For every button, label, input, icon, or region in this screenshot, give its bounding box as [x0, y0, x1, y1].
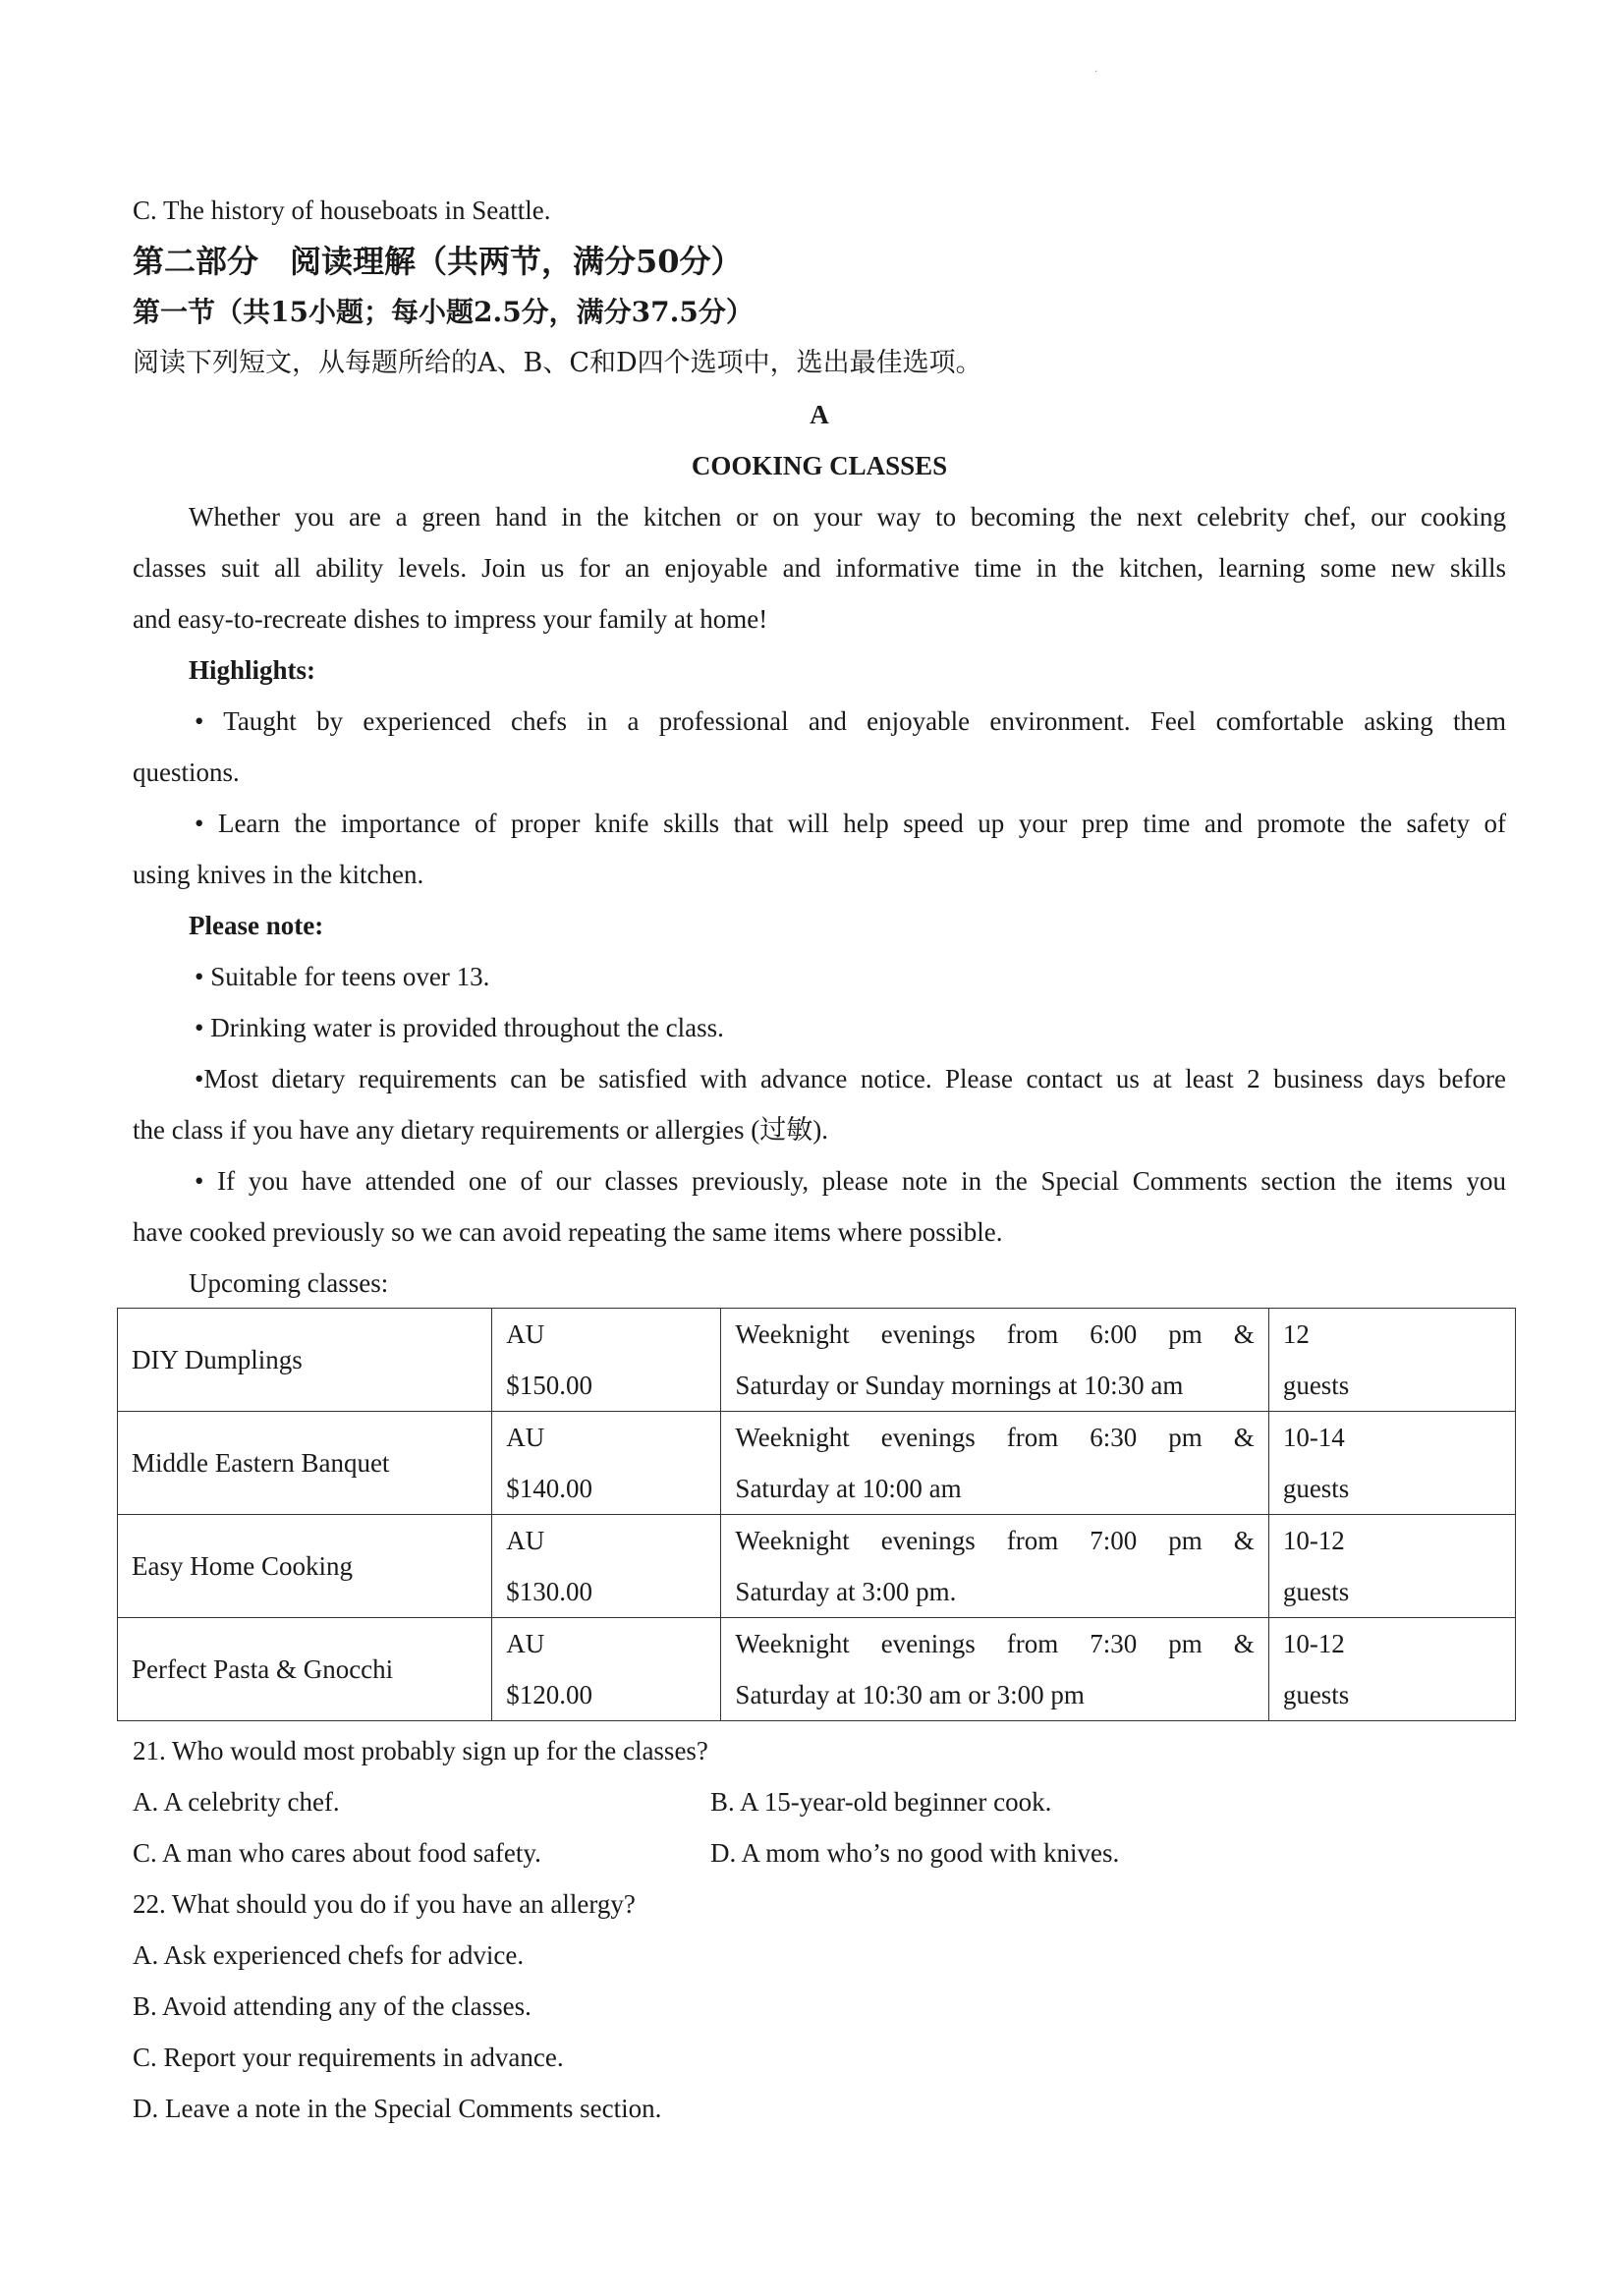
passage-content — [133, 185, 1506, 1309]
table-row — [118, 1618, 1516, 1721]
class-name: Easy Home Cooking — [118, 1515, 492, 1618]
option-b: B. Avoid attending any of the classes. — [133, 1991, 532, 2021]
class-time: Weeknight evenings from 6:00 pm & Saturday or Sunday mornings at 10:30 am — [721, 1309, 1268, 1412]
option-c: C. A man who cares about food safety. — [133, 1838, 541, 1868]
class-guests: 10-12 guests — [1268, 1515, 1515, 1618]
class-guests: 10-12 guests — [1268, 1618, 1515, 1721]
note-item: • If you have attended one of our classes previously, please note in the Special Comments section the items you — [195, 1166, 1506, 1196]
instruction: 阅读下列短文，从每题所给的A、B、C和D四个选项中，选出最佳选项。 — [133, 348, 982, 378]
option-a: A. A celebrity chef. — [133, 1787, 340, 1817]
highlights-heading: Highlights: — [189, 655, 316, 685]
table-row — [118, 1515, 1516, 1618]
option-c: C. Report your requirements in advance. — [133, 2043, 564, 2072]
intro-line: and easy-to-recreate dishes to impress your family at home! — [133, 604, 768, 634]
highlight-item: • Learn the importance of proper knife skills that will help speed up your prep time and promote the safety of — [195, 809, 1506, 838]
questions — [133, 1725, 1506, 2134]
highlight-item: using knives in the kitchen. — [133, 860, 424, 889]
section-title: 第一节（共15小题；每小题2.5分，满分37.5分） — [133, 296, 754, 328]
class-time: Weeknight evenings from 7:00 pm & Saturday at 3:00 pm. — [721, 1515, 1268, 1618]
class-name: Perfect Pasta & Gnocchi — [118, 1618, 492, 1721]
corner-mark: · — [1094, 67, 1098, 78]
part-title: 第二部分 阅读理解（共两节，满分50分） — [133, 243, 743, 280]
class-name: DIY Dumplings — [118, 1309, 492, 1412]
note-item: the class if you have any dietary requirements or allergies (过敏). — [133, 1115, 829, 1145]
upcoming-label: Upcoming classes: — [189, 1268, 389, 1298]
question-22: 22. What should you do if you have an allergy? — [133, 1889, 636, 1919]
note-heading: Please note: — [189, 911, 324, 940]
class-price: AU $120.00 — [492, 1618, 721, 1721]
question-21-options — [133, 1827, 1506, 1878]
question-21-options — [133, 1776, 1506, 1827]
table-row — [118, 1412, 1516, 1515]
previous-option: C. The history of houseboats in Seattle. — [133, 196, 551, 225]
note-item: • Drinking water is provided throughout the class. — [195, 1013, 724, 1042]
intro-line: classes suit all ability levels. Join us for an enjoyable and informative time in the kitchen, learning some new skills — [133, 553, 1506, 583]
passage-title: COOKING CLASSES — [691, 451, 948, 480]
note-item: have cooked previously so we can avoid repeating the same items where possible. — [133, 1217, 1003, 1247]
question-21: 21. Who would most probably sign up for the classes? — [133, 1736, 708, 1765]
class-price: AU $150.00 — [492, 1309, 721, 1412]
class-guests: 12 guests — [1268, 1309, 1515, 1412]
class-price: AU $140.00 — [492, 1412, 721, 1515]
classes-table — [117, 1308, 1516, 1721]
option-d: D. A mom who’s no good with knives. — [710, 1838, 1120, 1868]
note-item: • Suitable for teens over 13. — [195, 962, 490, 991]
class-guests: 10-14 guests — [1268, 1412, 1515, 1515]
highlight-item: • Taught by experienced chefs in a professional and enjoyable environment. Feel comfortable asking them — [195, 706, 1506, 736]
option-b: B. A 15-year-old beginner cook. — [710, 1787, 1052, 1817]
option-a: A. Ask experienced chefs for advice. — [133, 1940, 525, 1970]
class-name: Middle Eastern Banquet — [118, 1412, 492, 1515]
note-item: •Most dietary requirements can be satisfied with advance notice. Please contact us at least 2 business days before — [195, 1064, 1506, 1093]
class-time: Weeknight evenings from 7:30 pm & Saturday at 10:30 am or 3:00 pm — [721, 1618, 1268, 1721]
passage-letter: A — [810, 400, 829, 429]
class-price: AU $130.00 — [492, 1515, 721, 1618]
intro-line: Whether you are a green hand in the kitchen or on your way to becoming the next celebrity chef, our cooking — [189, 502, 1506, 532]
highlight-item: questions. — [133, 757, 240, 787]
option-d: D. Leave a note in the Special Comments section. — [133, 2094, 662, 2123]
table-row — [118, 1309, 1516, 1412]
class-time: Weeknight evenings from 6:30 pm & Saturday at 10:00 am — [721, 1412, 1268, 1515]
